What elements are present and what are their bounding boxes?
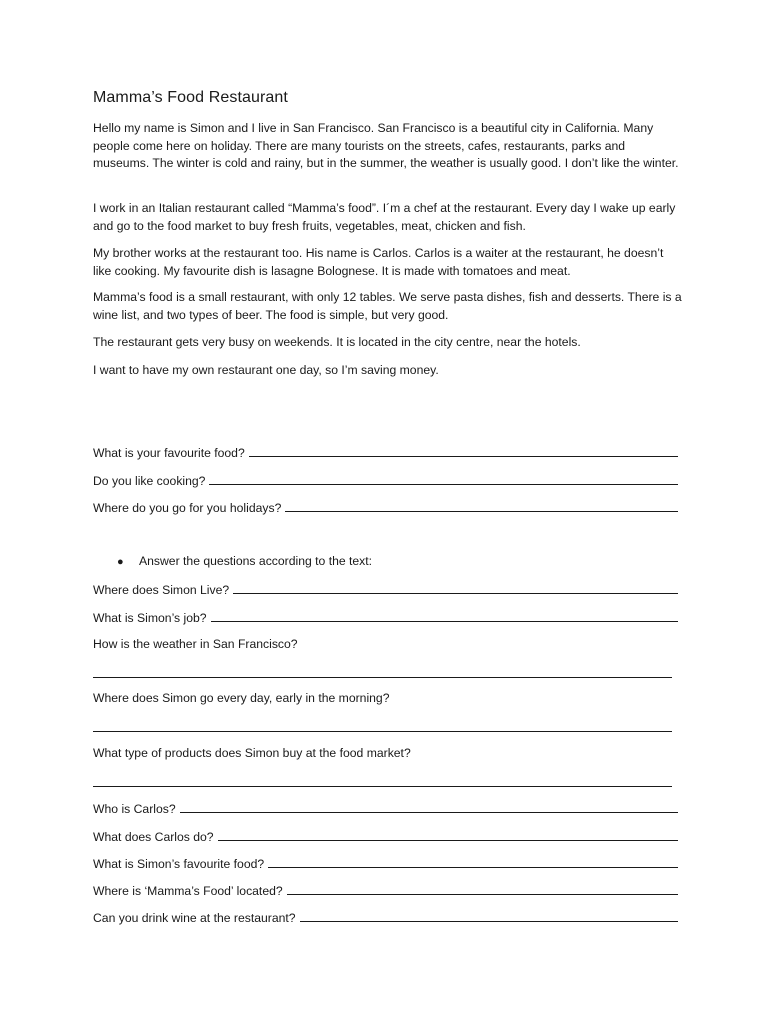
personal-question [93, 471, 678, 491]
paragraph-intro: Hello my name is Simon and I live in San Francisco. San Francisco is a beautiful city in California. Many people come here on holiday. There are many tourists on the streets, cafes, restaurants, parks and museums. The winter is cold and rainy, but in the summer, the weather is usually good. I don’t like the winter. [93, 121, 679, 171]
page-title: Mamma’s Food Restaurant [93, 89, 288, 106]
question-label: What type of products does Simon buy at the food market? [93, 746, 411, 760]
answer-line[interactable] [249, 443, 678, 457]
answer-line[interactable] [287, 881, 678, 895]
comprehension-question [93, 608, 678, 628]
question-label: What is Simon’s favourite food? [93, 857, 265, 871]
question-label: Do you like cooking? [93, 474, 206, 488]
paragraph-busy: The restaurant gets very busy on weekends. It is located in the city centre, near the hotels. [93, 335, 581, 349]
instruction-text: Answer the questions according to the text: [139, 554, 373, 568]
personal-question [93, 498, 678, 518]
question-label: Who is Carlos? [93, 802, 176, 816]
answer-line[interactable] [218, 827, 678, 841]
answer-line[interactable] [180, 799, 678, 813]
personal-question [93, 443, 678, 463]
question-label: What does Carlos do? [93, 830, 214, 844]
question-label: Where does Simon go every day, early in the morning? [93, 691, 390, 705]
comprehension-question [93, 636, 678, 654]
question-label: Where do you go for you holidays? [93, 501, 282, 515]
comprehension-question [93, 799, 678, 819]
paragraph-work: I work in an Italian restaurant called “Mamma’s food”. I´m a chef at the restaurant. Every day I wake up early and go to the food market to buy fresh fruits, vegetables, meat, chicken and fish. [93, 201, 676, 233]
bullet-icon: ● [117, 556, 124, 568]
answer-line[interactable] [93, 786, 672, 787]
comprehension-question [93, 881, 678, 901]
question-label: Where does Simon Live? [93, 583, 230, 597]
comprehension-question [93, 580, 678, 600]
comprehension-question [93, 745, 678, 763]
question-label: Where is ‘Mamma’s Food’ located? [93, 884, 283, 898]
comprehension-question [93, 827, 678, 847]
answer-line[interactable] [300, 908, 678, 922]
paragraph-brother: My brother works at the restaurant too. His name is Carlos. Carlos is a waiter at the restaurant, he doesn’t like cooking. My favourite dish is lasagne Bolognese. It is made with tomatoes and meat. [93, 246, 664, 278]
answer-line[interactable] [233, 580, 678, 594]
question-label: How is the weather in San Francisco? [93, 637, 298, 651]
question-label: What is Simon’s job? [93, 611, 207, 625]
answer-line[interactable] [268, 854, 678, 868]
answer-line[interactable] [209, 471, 678, 485]
comprehension-question [93, 908, 678, 928]
question-label: What is your favourite food? [93, 446, 245, 460]
comprehension-question [93, 854, 678, 874]
paragraph-restaurant: Mamma’s food is a small restaurant, with only 12 tables. We serve pasta dishes, fish and desserts. There is a wine list, and two types of beer. The food is simple, but very good. [93, 290, 682, 322]
answer-line[interactable] [93, 677, 672, 678]
question-label: Can you drink wine at the restaurant? [93, 911, 296, 925]
answer-line[interactable] [93, 731, 672, 732]
paragraph-dream: I want to have my own restaurant one day, so I’m saving money. [93, 363, 439, 377]
answer-line[interactable] [285, 498, 678, 512]
instruction-bullet [117, 554, 372, 568]
answer-line[interactable] [211, 608, 678, 622]
comprehension-question [93, 690, 678, 708]
